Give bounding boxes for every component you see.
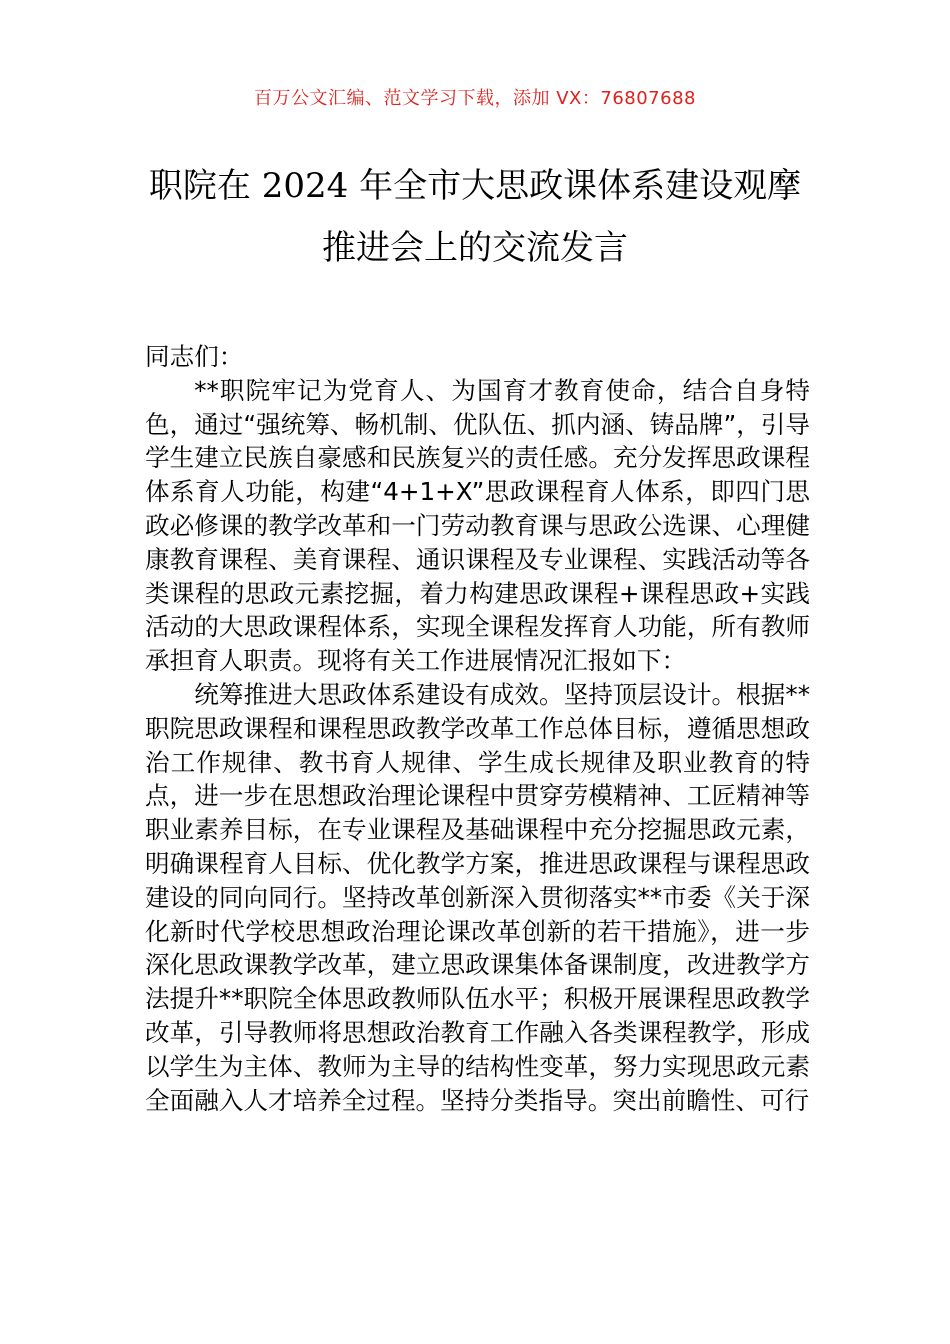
paragraph-intro: **职院牢记为党育人、为国育才教育使命，结合自身特色，通过“强统筹、畅机制、优队伍、抓内涵、铸品牌”，引导学生建立民族自豪感和民族复兴的责任感。充分发挥思政课程体系育人功能，构建“4+1+X”思政课程育人体系，即四门思政必修课的教学改革和一门劳动教育课与思政公选课、心理健康教育课程、美育课程、通识课程及专业课程、实践活动等各类课程的思政元素挖掘，着力构建思政课程+课程思政+实践活动的大思政课程体系，实现全课程发挥育人功能，所有教师承担育人职责。现将有关工作进展情况汇报如下： xyxy=(145,375,810,676)
title-line-1: 职院在 2024 年全市大思政课体系建设观摩 xyxy=(148,166,802,206)
title-line-2: 推进会上的交流发言 xyxy=(322,228,628,268)
watermark-header: 百万公文汇编、范文学习下载，添加 VX：76807688 xyxy=(254,88,696,109)
document-title xyxy=(110,155,840,279)
paragraph-section-1: 统筹推进大思政体系建设有成效。坚持顶层设计。根据**职院思政课程和课程思政教学改革工作总体目标，遵循思想政治工作规律、教书育人规律、学生成长规律及职业教育的特点，进一步在思想政治理论课程中贯穿劳模精神、工匠精神等职业素养目标，在专业课程及基础课程中充分挖掘思政元素，明确课程育人目标、优化教学方案，推进思政课程与课程思政建设的同向同行。坚持改革创新深入贯彻落实**市委《关于深化新时代学校思想政治理论课改革创新的若干措施》，进一步深化思政课教学改革，建立思政课集体备课制度，改进教学方法提升**职院全体思政教师队伍水平；积极开展课程思政教学改革，引导教师将思想政治教育工作融入各类课程教学，形成以学生为主体、教师为主导的结构性变革，努力实现思政元素全面融入人才培养全过程。坚持分类指导。突出前瞻性、可行 xyxy=(145,679,810,1115)
salutation: 同志们： xyxy=(145,342,244,371)
document-body xyxy=(145,340,810,1117)
